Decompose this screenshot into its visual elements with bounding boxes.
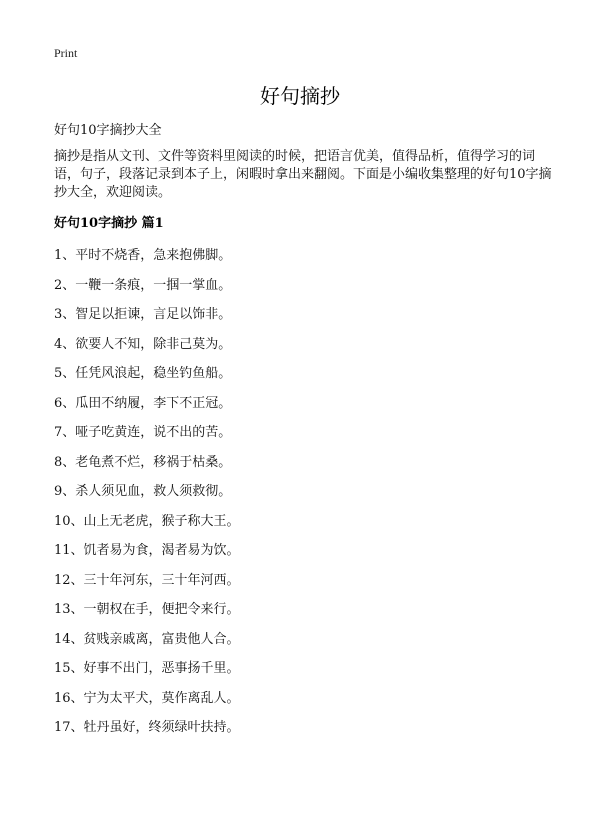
list-item: 13、一朝权在手，便把令来行。	[54, 602, 240, 617]
list-item: 6、瓜田不纳履，李下不正冠。	[54, 395, 232, 411]
list-item: 14、贫贱亲戚离，富贵他人合。	[54, 631, 240, 647]
quote-list	[54, 246, 240, 748]
list-item: 9、杀人须见血，救人须救彻。	[54, 484, 232, 499]
list-item: 16、宁为太平犬，莫作离乱人。	[54, 690, 240, 706]
article-subtitle: 好句10字摘抄大全	[54, 123, 162, 138]
list-item: 3、智足以拒谏，言足以饰非。	[54, 307, 232, 322]
list-item: 4、欲要人不知，除非己莫为。	[54, 336, 232, 352]
section-heading: 好句10字摘抄 篇1	[54, 216, 164, 231]
list-item: 8、老龟煮不烂，移祸于枯桑。	[54, 454, 232, 470]
list-item: 7、哑子吃黄连，说不出的苦。	[54, 425, 232, 440]
list-item: 10、山上无老虎，猴子称大王。	[54, 513, 240, 529]
list-item: 15、好事不出门，恶事扬千里。	[54, 661, 240, 676]
list-item: 1、平时不烧香，急来抱佛脚。	[54, 248, 232, 263]
list-item: 12、三十年河东，三十年河西。	[54, 572, 240, 588]
page-title: 好句摘抄	[260, 84, 340, 108]
list-item: 2、一鞭一条痕，一掴一掌血。	[54, 277, 232, 293]
print-link[interactable]: Print	[54, 46, 78, 60]
list-item: 11、饥者易为食，渴者易为饮。	[54, 543, 240, 558]
list-item: 5、任凭风浪起，稳坐钓鱼船。	[54, 366, 232, 381]
intro-paragraph: 摘抄是指从文刊、文件等资料里阅读的时候，把语言优美，值得品析，值得学习的词语，句子，段落记录到本子上，闲暇时拿出来翻阅。下面是小编收集整理的好句10字摘抄大全，欢迎阅读。	[54, 149, 552, 200]
list-item: 17、牡丹虽好，终须绿叶扶持。	[54, 720, 240, 735]
